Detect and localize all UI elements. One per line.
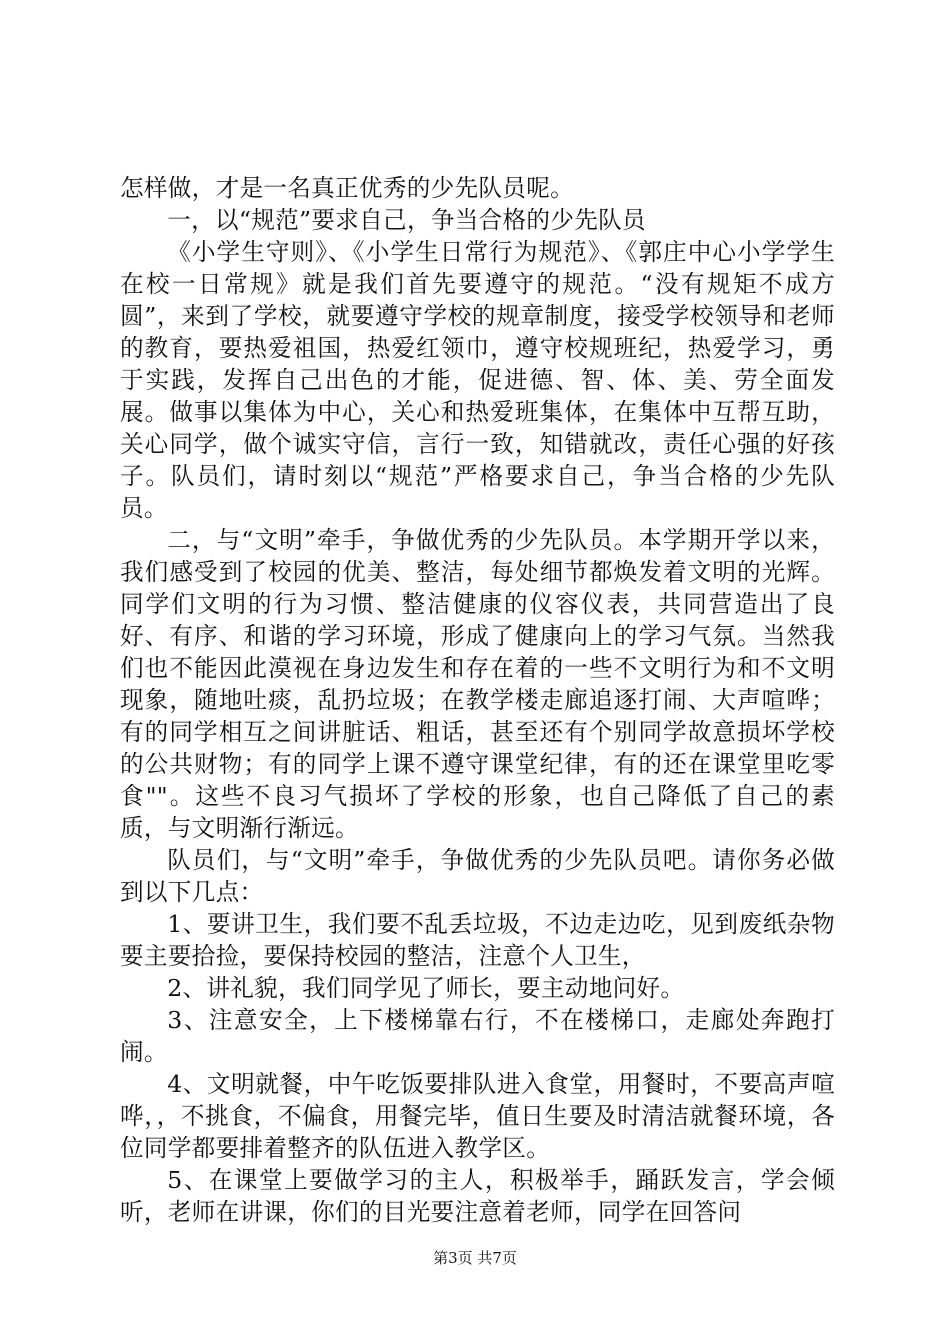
page-number-footer: 第3页 共7页 bbox=[433, 1249, 517, 1267]
document-body bbox=[120, 172, 835, 1228]
paragraph-call-to-action: 队员们，与“文明”牵手，争做优秀的少先队员吧。请你务必做到以下几点： bbox=[120, 846, 835, 906]
list-item-classroom: 5、在课堂上要做学习的主人，积极举手，踊跃发言，学会倾听，老师在讲课，你们的目光要注意着老师，同学在回答问 bbox=[120, 1166, 835, 1226]
heading-section-1: 一，以“规范”要求自己，争当合格的少先队员 bbox=[167, 206, 646, 234]
list-item-safety: 3、注意安全，上下楼梯靠右行，不在楼梯口，走廊处奔跑打闹。 bbox=[120, 1006, 835, 1066]
paragraph-civility: 二，与“文明”牵手，争做优秀的少先队员。本学期开学以来，我们感受到了校园的优美、整洁，每处细节都焕发着文明的光辉。同学们文明的行为习惯、整洁健康的仪容仪表，共同营造出了良好、有序、和谐的学习环境，形成了健康向上的学习气氛。当然我们也不能因此漠视在身边发生和存在着的一些不文明行为和不文明现象，随地吐痰，乱扔垃圾；在教学楼走廊追逐打闹、大声喧哗；有的同学相互之间讲脏话、粗话，甚至还有个别同学故意损坏学校的公共财物；有的同学上课不遵守课堂纪律，有的还在课堂里吃零食""。这些不良习气损坏了学校的形象，也自己降低了自己的素质，与文明渐行渐远。 bbox=[120, 526, 835, 842]
paragraph-intro: 怎样做，才是一名真正优秀的少先队员呢。 bbox=[120, 174, 574, 202]
list-item-dining: 4、文明就餐，中午吃饭要排队进入食堂，用餐时，不要高声喧哗，，不挑食，不偏食，用餐完毕，值日生要及时清洁就餐环境，各位同学都要排着整齐的队伍进入教学区。 bbox=[120, 1070, 835, 1162]
paragraph-standards: 《小学生守则》、《小学生日常行为规范》、《郭庄中心小学学生在校一日常规》就是我们首先要遵守的规范。“没有规矩不成方圆”，来到了学校，就要遵守学校的规章制度，接受学校领导和老师的教育，要热爱祖国，热爱红领巾，遵守校规班纪，热爱学习，勇于实践，发挥自己出色的才能，促进德、智、体、美、劳全面发展。做事以集体为中心，关心和热爱班集体，在集体中互帮互助，关心同学，做个诚实守信，言行一致，知错就改，责任心强的好孩子。队员们，请时刻以“规范”严格要求自己，争当合格的少先队员。 bbox=[120, 238, 835, 522]
list-item-hygiene: 1、要讲卫生，我们要不乱丢垃圾，不边走边吃，见到废纸杂物要主要拾捡，要保持校园的整洁，注意个人卫生， bbox=[120, 910, 835, 970]
list-item-courtesy: 2、讲礼貌，我们同学见了师长，要主动地问好。 bbox=[167, 974, 685, 1002]
